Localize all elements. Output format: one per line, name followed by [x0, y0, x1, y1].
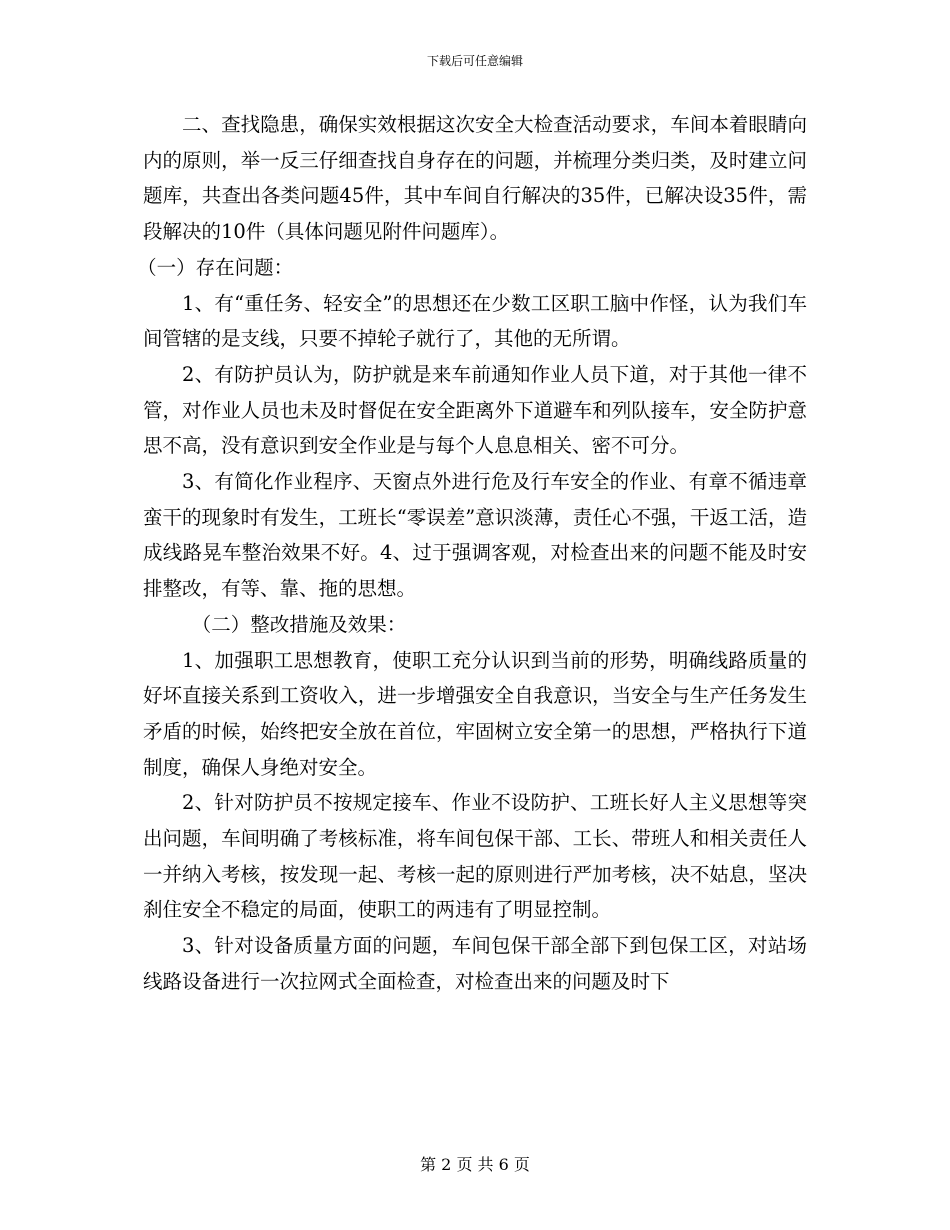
document-body	[137, 107, 807, 1000]
paragraph: 1、有“重任务、轻安全”的思想还在少数工区职工脑中作怪，认为我们车间管辖的是支线，只要不掉轮子就行了，其他的无所谓。	[143, 291, 807, 351]
paragraph: 3、针对设备质量方面的问题，车间包保干部全部下到包保工区，对站场线路设备进行一次拉网式全面检查，对检查出来的问题及时下	[143, 934, 807, 993]
paragraph: 3、有简化作业程序、天窗点外进行危及行车安全的作业、有章不循违章蛮干的现象时有发生，工班长“零误差”意识淡薄，责任心不强，干返工活，造成线路晃车整治效果不好。4、过于强调客观，对检查出来的问题不能及时安排整改，有等、靠、拖的思想。	[143, 470, 807, 601]
section-heading: （一）存在问题：	[137, 255, 294, 279]
page-header-note: 下载后可任意编辑	[426, 54, 523, 68]
paragraph: 1、加强职工思想教育，使职工充分认识到当前的形势，明确线路质量的好坏直接关系到工资收入，进一步增强安全自我意识，当安全与生产任务发生矛盾的时候，始终把安全放在首位，牢固树立安全第一的思想，严格执行下道制度，确保人身绝对安全。	[143, 648, 807, 779]
paragraph: 2、有防护员认为，防护就是来车前通知作业人员下道，对于其他一律不管，对作业人员也未及时督促在安全距离外下道避车和列队接车，安全防护意思不高，没有意识到安全作业是与每个人息息相关、密不可分。	[143, 362, 807, 458]
page-number: 第 2 页 共 6 页	[420, 1155, 530, 1174]
section-heading: （二）整改措施及效果：	[191, 612, 407, 636]
paragraph: 二、查找隐患，确保实效根据这次安全大检查活动要求，车间本着眼睛向内的原则，举一反三仔细查找自身存在的问题，并梳理分类归类，及时建立问题库，共查出各类问题45件，其中车间自行解决的35件，已解决设35件，需段解决的10件（具体问题见附件问题库）。	[143, 113, 807, 244]
paragraph: 2、针对防护员不按规定接车、作业不设防护、工班长好人主义思想等突出问题，车间明确了考核标准，将车间包保干部、工长、带班人和相关责任人一并纳入考核，按发现一起、考核一起的原则进行严加考核，决不姑息，坚决刹住安全不稳定的局面，使职工的两违有了明显控制。	[143, 791, 807, 922]
